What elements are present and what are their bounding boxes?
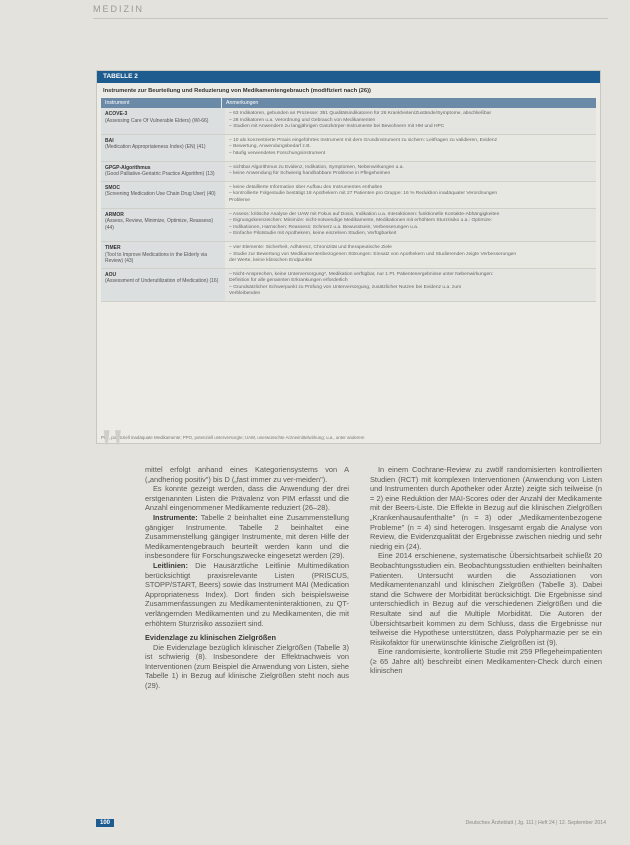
note-line: – Nicht-Ansprechen, keine Unterversorgung*, Medikation verfügbar, nur 1 Pt. Patientenergebnisse unter Nebenwirkungen:	[229, 271, 494, 277]
instrument-detail: (Assessing Care Of Vulnerable Elders) (Wl-66)	[105, 117, 209, 124]
instrument-name: SMOC	[105, 184, 120, 191]
column-header-instrument: Instrument	[105, 100, 130, 106]
instrument-name: ACOVE-3	[105, 111, 128, 117]
table-row	[101, 209, 596, 242]
paragraph-text: In einem Cochrane-Review zu zwölf randomisierten kontrollierten Studien (RCT) mit komplexen Interventionen (Anwendung von Listen und Instrumenten durch Apotheker oder Ärzte) zeigte sich teilweise (n = 2) eine Reduktion der MAI-Scores oder der Anzahl der Medikamente mit der Beers-Liste. Die Effekte in Bezug auf die klinischen Zielgrößen „Krankenhausaufenthalte" (n = 3) oder „Medikamentenbezogene Probleme" (n = 4) sind heterogen. Insgesamt ergab die Analyse von Review, die Evidenzqualität der Ergebnisse zwischen niedrig und sehr niedrig ein (24).	[370, 465, 602, 551]
note-line: – Studie zur Bewertung von Medikamentenbezogenen Störungen: Einsatz von Apothekern und Studierenden zeigte Verbesserungen	[229, 251, 517, 257]
note-line: – 10 als konzentrierte Praxis eingeführtes Instrument mit dem Grundinstrument zu sichern: Leitfragen zu validieren, Evidenz	[229, 137, 498, 143]
paragraph-keyword: Leitlinien:	[153, 560, 188, 570]
paragraph-text: Die Evidenzlage bezüglich klinischer Zielgrößen (Tabelle 3) ist schwierig (8). Insbesondere der Effektnachweis von Interventionen (zum Beispiel die Anwendung von Listen, siehe Tabelle 1) in Bezug auf klinische Zielgrößen steht noch aus (29).	[145, 642, 349, 691]
note-line: Verbleibenden	[229, 291, 261, 297]
paragraph-text: Die Hausärztliche Leitlinie Multimedikation berücksichtigt praxisrelevante Listen (PRISCUS, STOPP/START, Beers) sowie das Instrument MAI (Medication Appropriateness Index). Dort finden sich beispielsweise Zusammenfassungen zu Medikamenteninteraktionen, zu QT-verlängernden Medikamenten und zu Medikamenten, die mit erhöhtem Sturzrisiko assoziiert sind.	[145, 560, 349, 628]
table-row	[101, 182, 596, 209]
instrument-cell	[101, 108, 225, 134]
instrument-cell	[101, 269, 225, 301]
note-line: – vier Elemente: Sicherheit, Adhärenz, Chronizität und therapeutische Ziele	[229, 244, 392, 250]
paragraph	[370, 647, 602, 676]
table-header-row	[101, 98, 596, 108]
instrument-detail: (Good Palliative-Geriatric Practice Algorithm) (13)	[105, 171, 215, 178]
notes-cell	[225, 135, 596, 161]
subheading: Evidenzlage zu klinischen Zielgrößen	[145, 633, 277, 643]
instrument-detail: (Medication Appropriateness Index) (EN) (41)	[105, 144, 206, 151]
table-title: Instrumente zur Beurteilung und Reduzierung von Medikamentengebrauch (modifiziert nach (26))	[103, 88, 371, 94]
table-label: TABELLE 2	[97, 71, 600, 83]
notes-cell	[225, 162, 596, 181]
paragraph	[145, 465, 349, 484]
note-line: – Einfache Pilotstudie mit Apothekern, keine einzelnen Studien, Verfügbarkeit	[229, 231, 397, 237]
note-line: – kontrollierte Folgestudie bestätigt 18 Apothekern mit 27 Patienten pro Gruppe: 16 % Reduktion inadäquater Verordnungen	[229, 191, 498, 197]
paragraph	[145, 513, 349, 561]
note-line: – Bewertung, Anwendungsbedarf z.B.	[229, 144, 311, 150]
journal-citation: Deutsches Ärzteblatt | Jg. 111 | Heft 24 | 12. September 2014	[465, 820, 606, 826]
table-row	[101, 242, 596, 269]
instrument-name: TIMER	[105, 244, 121, 251]
header-rule	[93, 18, 608, 19]
note-line: – keine detaillierte Information über Aufbau des Instrumentes enthalten	[229, 184, 383, 190]
paragraph	[370, 551, 602, 647]
instrument-cell	[101, 135, 225, 161]
note-line: – Eignungskennzeichen: Minimize: nicht-notwendige Medikamente, Medikationen mit erhöhtem Sturzrisiko u.a.: Optimize:	[229, 218, 493, 224]
notes-cell	[225, 108, 596, 134]
table-2	[96, 70, 601, 444]
note-line: der Werte, keine klinischen Endpunkte	[229, 258, 313, 264]
paragraph	[145, 484, 349, 513]
note-line: – keine Anwendung für Schwierig handhabbare Probleme in Pflegeheimen	[229, 171, 391, 177]
note-line: – sichtbar Algorithmus zu Evidenz, Indikation, Symptomen, Nebenwirkungen u.a.	[229, 164, 404, 170]
paragraph	[145, 561, 349, 628]
instrument-detail: (Tool to Improve Medications in the Elderly via Review) (43)	[105, 251, 207, 265]
paragraph-text: mittel erfolgt anhand eines Kategoriensystems von A („andheriog positiv") bis D („fast immer zu ver-meiden").	[145, 465, 349, 484]
note-line: – 63 Indikatoren, gebunden an Prozesse: 391 Qualitätsindikatoren für 26 Krankheiten/Zustände/Symptome, abschließbar	[229, 111, 492, 116]
instrument-detail: (Assess, Review, Minimize, Optimize, Reassess) (44)	[105, 218, 214, 231]
note-line: Definition für alle genannten Erkrankungen erforderlich	[229, 278, 348, 284]
paragraph-keyword: Instrumente:	[153, 512, 198, 522]
page-number: 100	[96, 819, 114, 827]
notes-cell	[225, 182, 596, 208]
column-header-notes: Anmerkungen	[221, 98, 596, 108]
table-row	[101, 135, 596, 162]
body-column-right	[370, 465, 602, 676]
table-row	[101, 162, 596, 182]
table-body	[97, 108, 600, 302]
note-line: – häufig verwendetes Forschungsinstrument	[229, 150, 326, 156]
instrument-detail: (Screening Medication Use Chain Drug User) (40)	[105, 191, 216, 198]
note-line: – Assess: kritische Analyse der UAW mit Fokus auf Dosis, Indikation u.a. Interaktionen: funktionelle Kontakte-Abhängigkeiten	[229, 211, 500, 217]
instrument-name: GPGP-Algorithmus	[105, 164, 151, 171]
instrument-name: BAI	[105, 137, 114, 144]
paragraph	[370, 465, 602, 551]
instrument-cell	[101, 182, 225, 208]
body-column-left	[145, 465, 349, 691]
instrument-cell	[101, 242, 225, 268]
instrument-name: AOU	[105, 271, 117, 278]
notes-cell	[225, 242, 596, 268]
note-line: Probleme	[229, 197, 250, 203]
note-line: – 28 Indikatoren u.a. Verordnung und Gebrauch von Medikamenten	[229, 117, 376, 123]
notes-cell	[225, 209, 596, 241]
paragraph-text: Tabelle 2 beinhaltet eine Zusammenstellung gängiger Instrumente. Tabelle 2 beinhaltet eine Zusammenstellung gängiger Instrumente, mit deren Hilfe der Medikamentengebrauch beurteilt werden kann und die insbesondere für Forschungszwecke eingesetzt werden (29).	[145, 512, 349, 561]
paragraph-text: Eine randomisierte, kontrollierte Studie mit 259 Pflegeheimpatienten (≥ 65 Jahre alt) beschreibt einen Medikamenten-Check durch einen klinischen	[370, 647, 602, 676]
paragraph	[145, 643, 349, 691]
instrument-detail: (Assessment of Underutilization of Medication) (16)	[105, 278, 219, 285]
note-line: – Indikationen, Harnschen: Reassess: Schmerz u.a. Bewusstsein, Verbesserungen u.a.	[229, 224, 419, 230]
instrument-cell	[101, 162, 225, 181]
section-header: MEDIZIN	[93, 4, 144, 14]
table-footnote: PIM, potenziell inadäquate Medikamente; PPO, potenziell unterversorgte; UAW, unerwünschte Arzneimittelwirkung; u.a., unter anderem	[101, 435, 365, 440]
table-row	[101, 269, 596, 302]
notes-cell	[225, 269, 596, 301]
drop-cap-decoration: "	[100, 417, 125, 483]
table-row	[101, 108, 596, 135]
instrument-name: ARMOR	[105, 211, 124, 218]
paragraph-text: Es konnte gezeigt werden, dass die Anwendung der drei erstgenannten Listen die Prävalenz von PIM erfasst und die Anzahl eingenommener Medikamente reduziert (26–28).	[145, 484, 349, 513]
paragraph-text: Eine 2014 erschienene, systematische Übersichtsarbeit schließt 20 Beobachtungsstudien ein. Beobachtungsstudien enthielten beinhalten Patienten. Untersucht wurden die Assoziationen von Medikamentenanzahl und klinischen Zielgrößen (Tabelle 3). Dabei stand die Schwere der Morbidität berücksichtigt. Die Ergebnisse sind unterschiedlich in Bezug auf die verschiedenen Zielgrößen und die Resultate sind auf die Multiple Morbidität. Die Autoren der Übersichtsarbeit kommen zu dem Schluss, dass die Ergebnisse nur teilweise die Hypothese unterstützen, dass Polypharmazie per se ein Risikofaktor für unerwünschte klinische Zielgrößen ist (9).	[370, 551, 602, 647]
note-line: – Studien mit Anwendern zu langjährigen Ganzkörper-Instrumente bei Bewohnern mit HM und HPC	[229, 124, 445, 130]
instrument-cell	[101, 209, 225, 241]
note-line: – Grundsätzlicher Schwerpunkt zu Prüfung von Unterversorgung, zusätzlicher Nutzen bei Evidenz u.a. zum	[229, 284, 462, 290]
